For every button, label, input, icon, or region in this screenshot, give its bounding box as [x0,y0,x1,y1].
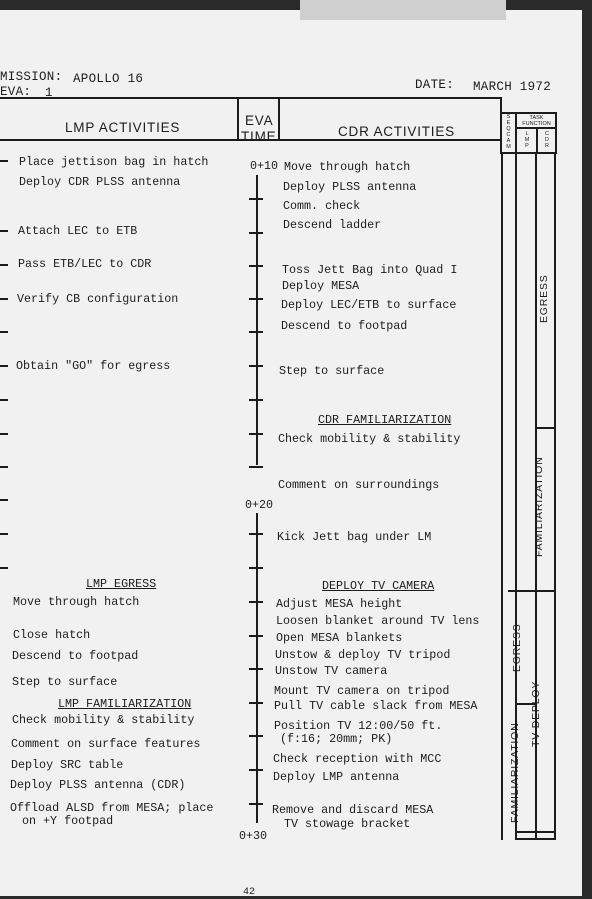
lmp-section-heading: LMP FAMILIARIZATION [58,697,192,711]
time-tick [249,668,263,670]
time-tick [249,601,263,603]
lmp-tick [0,533,8,535]
lmp-activity-continued: on +Y footpad [22,814,114,828]
time-tick [249,702,263,704]
lmp-activity: Deploy PLSS antenna (CDR) [10,778,186,792]
cdr-task-right-border [554,154,556,840]
cdr-activity: Deploy MESA [282,279,360,293]
timeline-axis-upper [256,175,258,465]
lmp-task-familiarization: FAMILIARIZATION [509,722,521,823]
seq-cam-heading: S E Q C A M [506,114,511,150]
lmp-tick [0,567,8,569]
lmp-activity: Check mobility & stability [12,713,195,727]
cdr-activity: Unstow TV camera [275,664,388,678]
lmp-activity: Verify CB configuration [17,292,179,306]
time-tick [249,769,263,771]
time-mark-30: 0+30 [239,829,268,843]
cdr-activity: Descend ladder [283,218,382,232]
time-tick [249,399,263,401]
time-tick [249,533,263,535]
time-tick [249,331,263,333]
cdr-activity: Deploy PLSS antenna [283,180,417,194]
lmp-activity: Descend to footpad [12,649,139,663]
time-heading: TIME [241,129,277,144]
lmp-activity: Offload ALSD from MESA; place [10,801,214,815]
eva-value: 1 [45,86,53,100]
lmp-subheading: L M P [524,131,530,149]
lmp-activity: Step to surface [12,675,118,689]
lmp-activity: Deploy SRC table [11,758,124,772]
lmp-tick [0,433,8,435]
cdr-activity: Toss Jett Bag into Quad I [282,263,458,277]
seq-cam-left-border [501,154,503,840]
cdr-activity: Step to surface [279,364,385,378]
cdr-activity: Position TV 12:00/50 ft. [274,719,443,733]
time-tick [249,735,263,737]
cdr-task-divider [536,427,555,429]
cdr-activity: Loosen blanket around TV lens [276,614,480,628]
lmp-tick [0,499,8,501]
task-divider [508,590,555,592]
lmp-activity: Obtain "GO" for egress [16,359,171,373]
lmp-tick [0,264,8,266]
mission-value: APOLLO 16 [73,72,144,86]
lmp-tick [0,160,8,162]
cdr-task-egress: EGRESS [538,274,550,323]
task-bottom-line [516,831,555,833]
cdr-section-heading: CDR FAMILIARIZATION [318,413,452,427]
cdr-activity: Mount TV camera on tripod [274,684,450,698]
eva-heading: EVA [245,113,274,128]
eva-label: EVA: [0,85,32,99]
time-tick [249,298,263,300]
page-number: 42 [243,887,256,898]
time-tick [249,567,263,569]
lmp-tick [0,365,8,367]
cdr-task-familiarization: FAMILIARIZATION [533,456,545,557]
cdr-activity: Comm. check [283,199,361,213]
cdr-subheading: C D R [545,131,549,149]
lmp-task-egress: EGRESS [511,623,523,672]
task-function-heading: TASK FUNCTION [522,115,551,127]
time-tick [249,433,263,435]
cdr-activity: Unstow & deploy TV tripod [275,648,451,662]
lmp-activity: Comment on surface features [11,737,201,751]
cdr-activity-continued: TV stowage bracket [284,817,411,831]
cdr-activity: Comment on surroundings [278,478,440,492]
cdr-activity: Deploy LMP antenna [273,770,400,784]
time-tick [249,635,263,637]
time-mark-20: 0+20 [245,498,274,512]
time-tick [249,198,263,200]
date-value: MARCH 1972 [473,80,552,94]
cdr-activity: Remove and discard MESA [272,803,434,817]
time-tick [249,803,263,805]
cdr-activity: Check reception with MCC [273,752,442,766]
lmp-tick [0,331,8,333]
lmp-activity: Deploy CDR PLSS antenna [19,175,181,189]
time-tick [249,365,263,367]
cdr-activity: Check mobility & stability [278,432,461,446]
lmp-activity: Attach LEC to ETB [18,224,138,238]
lmp-activities-heading: LMP ACTIVITIES [65,120,181,135]
time-mark-10: 0+10 [250,159,279,173]
lmp-activity: Close hatch [13,628,91,642]
cdr-activity-continued: (f:16; 20mm; PK) [280,732,393,746]
cdr-activity: Open MESA blankets [276,631,403,645]
cdr-task-tv-deploy: TV DEPLOY [530,680,542,747]
lmp-tick [0,399,8,401]
time-tick [249,466,263,468]
top-paper-strip [300,0,506,20]
time-tick [249,232,263,234]
cdr-activity: Kick Jett bag under LM [277,530,432,544]
lmp-tick [0,230,8,232]
lmp-activity: Pass ETB/LEC to CDR [18,257,152,271]
cdr-activities-heading: CDR ACTIVITIES [338,124,455,139]
lmp-activity: Place jettison bag in hatch [19,155,209,169]
task-bottom-line [516,838,555,840]
lmp-tick [0,298,8,300]
time-tick [249,265,263,267]
lmp-activity: Move through hatch [13,595,140,609]
lmp-tick [0,466,8,468]
mission-label: MISSION: [0,70,63,84]
cdr-section-heading: DEPLOY TV CAMERA [322,579,435,593]
cdr-activity: Pull TV cable slack from MESA [274,699,478,713]
date-label: DATE: [415,78,455,92]
lmp-section-heading: LMP EGRESS [86,577,157,591]
cdr-activity: Move through hatch [284,160,411,174]
cdr-activity: Deploy LEC/ETB to surface [281,298,457,312]
cdr-activity: Descend to footpad [281,319,408,333]
cdr-activity: Adjust MESA height [276,597,403,611]
